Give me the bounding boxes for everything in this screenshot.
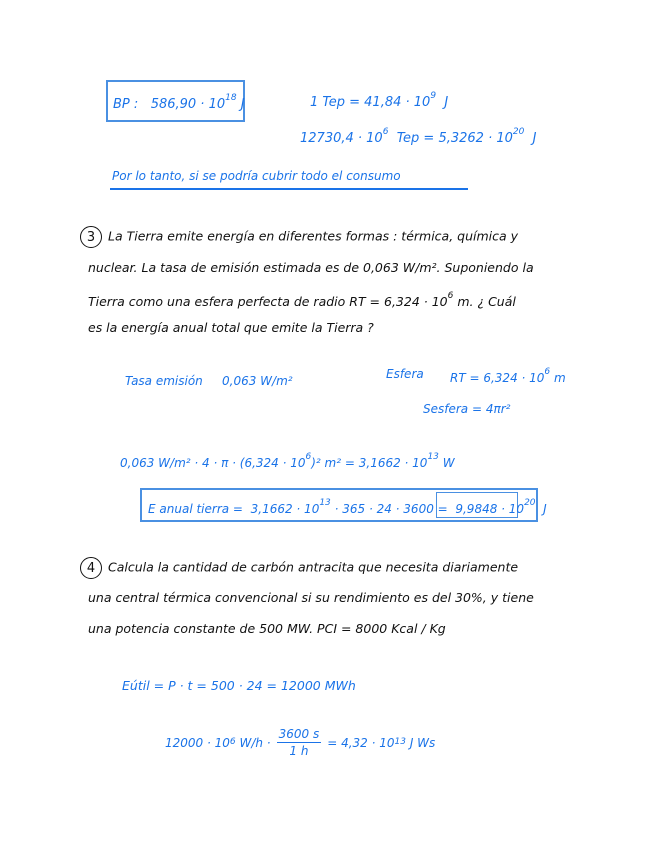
- conv-exp: 20: [512, 127, 525, 137]
- conv-a: 12000 · 10: [165, 735, 230, 750]
- energy-calc-rest: · 365 · 24 · 3600 =: [334, 502, 448, 516]
- energy-result-exp: 20: [524, 498, 536, 508]
- energy-line: [148, 499, 547, 515]
- problem4-line2: una central térmica convencional si su rendimiento es del 30%, y tiene: [88, 590, 534, 605]
- problem4-line1: [80, 557, 518, 579]
- power-unit: W: [442, 456, 455, 470]
- time-fraction: [277, 728, 322, 757]
- rt-unit: m: [553, 371, 566, 385]
- conv-result: = 4,32 · 10: [327, 735, 395, 750]
- problem3-text1: La Tierra emite energía en diferentes formas : térmica, química y: [108, 228, 519, 244]
- tep-unit: J: [444, 95, 449, 110]
- energy-unit: J: [543, 502, 547, 516]
- conv-unit-4: W/h ·: [239, 735, 271, 750]
- problem3-number: 3: [80, 226, 102, 248]
- conv-mid: Tep = 5,3262 · 10: [396, 131, 513, 146]
- conclusion-underline: [110, 188, 468, 190]
- power-a: 0,063 W/m² · 4 · π · (6,324 · 10: [120, 456, 306, 470]
- problem3-line4: es la energía anual total que emite la Tierra ?: [88, 320, 374, 335]
- bp-unit: J: [240, 97, 245, 112]
- tasa-label: Tasa emisión: [125, 374, 203, 388]
- tep-exp: 9: [430, 91, 437, 101]
- problem4-number: 4: [80, 557, 102, 579]
- rt-exp: 6: [544, 367, 551, 377]
- conv-result-unit: J Ws: [409, 735, 436, 750]
- sphere-area: Sesfera = 4πr²: [423, 402, 511, 416]
- conv-unit: J: [532, 131, 537, 146]
- problem3-exp: 6: [447, 291, 454, 301]
- tasa-value: 0,063 W/m²: [222, 374, 293, 388]
- problem4-line3: una potencia constante de 500 MW. PCI = 8000 Kcal / Kg: [88, 621, 446, 636]
- energy-calc-exp: 13: [319, 498, 331, 508]
- bp-label: BP :: [113, 97, 139, 112]
- power-line: [120, 453, 455, 469]
- problem4-text1: Calcula la cantidad de carbón antracita que necesita diariamente: [108, 559, 519, 575]
- energy-label: E anual tierra =: [148, 502, 243, 516]
- problem3-line1: [80, 226, 518, 248]
- power-b: )² m² = 3,1662 · 10: [311, 456, 428, 470]
- tep-text: 1 Tep = 41,84 · 10: [310, 95, 431, 110]
- bp-exp: 18: [225, 93, 237, 103]
- power-exp2: 13: [427, 452, 439, 462]
- conv-left-exp: 6: [382, 127, 389, 137]
- conv-left: 12730,4 · 10: [300, 131, 383, 146]
- eutil-line: Eútil = P · t = 500 · 24 = 12000 MWh: [122, 678, 356, 693]
- problem3-line3: [88, 292, 516, 309]
- fraction-top: 3600 s: [278, 727, 320, 741]
- conclusion-text: Por lo tanto, si se podría cubrir todo el consumo: [112, 169, 401, 183]
- wh-conversion: [165, 728, 435, 757]
- conv-exp-4: 6: [229, 737, 236, 747]
- bp-value: 586,90 · 10: [150, 97, 226, 112]
- rt-text: RT = 6,324 · 10: [450, 371, 545, 385]
- bp-line: [113, 94, 245, 111]
- tep-line: [310, 92, 448, 109]
- problem3-text3a: Tierra como una esfera perfecta de radio RT = 6,324 · 10: [88, 294, 448, 309]
- energy-result: 9,9848 · 10: [455, 502, 525, 516]
- fraction-bottom: 1 h: [289, 744, 309, 758]
- problem3-line2: nuclear. La tasa de emisión estimada es de 0,063 W/m². Suponiendo la: [88, 260, 534, 275]
- power-exp1: 6: [305, 452, 312, 462]
- conv-result-exp: 13: [394, 737, 406, 747]
- esfera-label: Esfera: [386, 367, 424, 381]
- rt-line: [450, 368, 566, 384]
- energy-calc: 3,1662 · 10: [250, 502, 320, 516]
- conversion-line: [300, 128, 536, 145]
- problem3-text3b: m. ¿ Cuál: [457, 294, 516, 309]
